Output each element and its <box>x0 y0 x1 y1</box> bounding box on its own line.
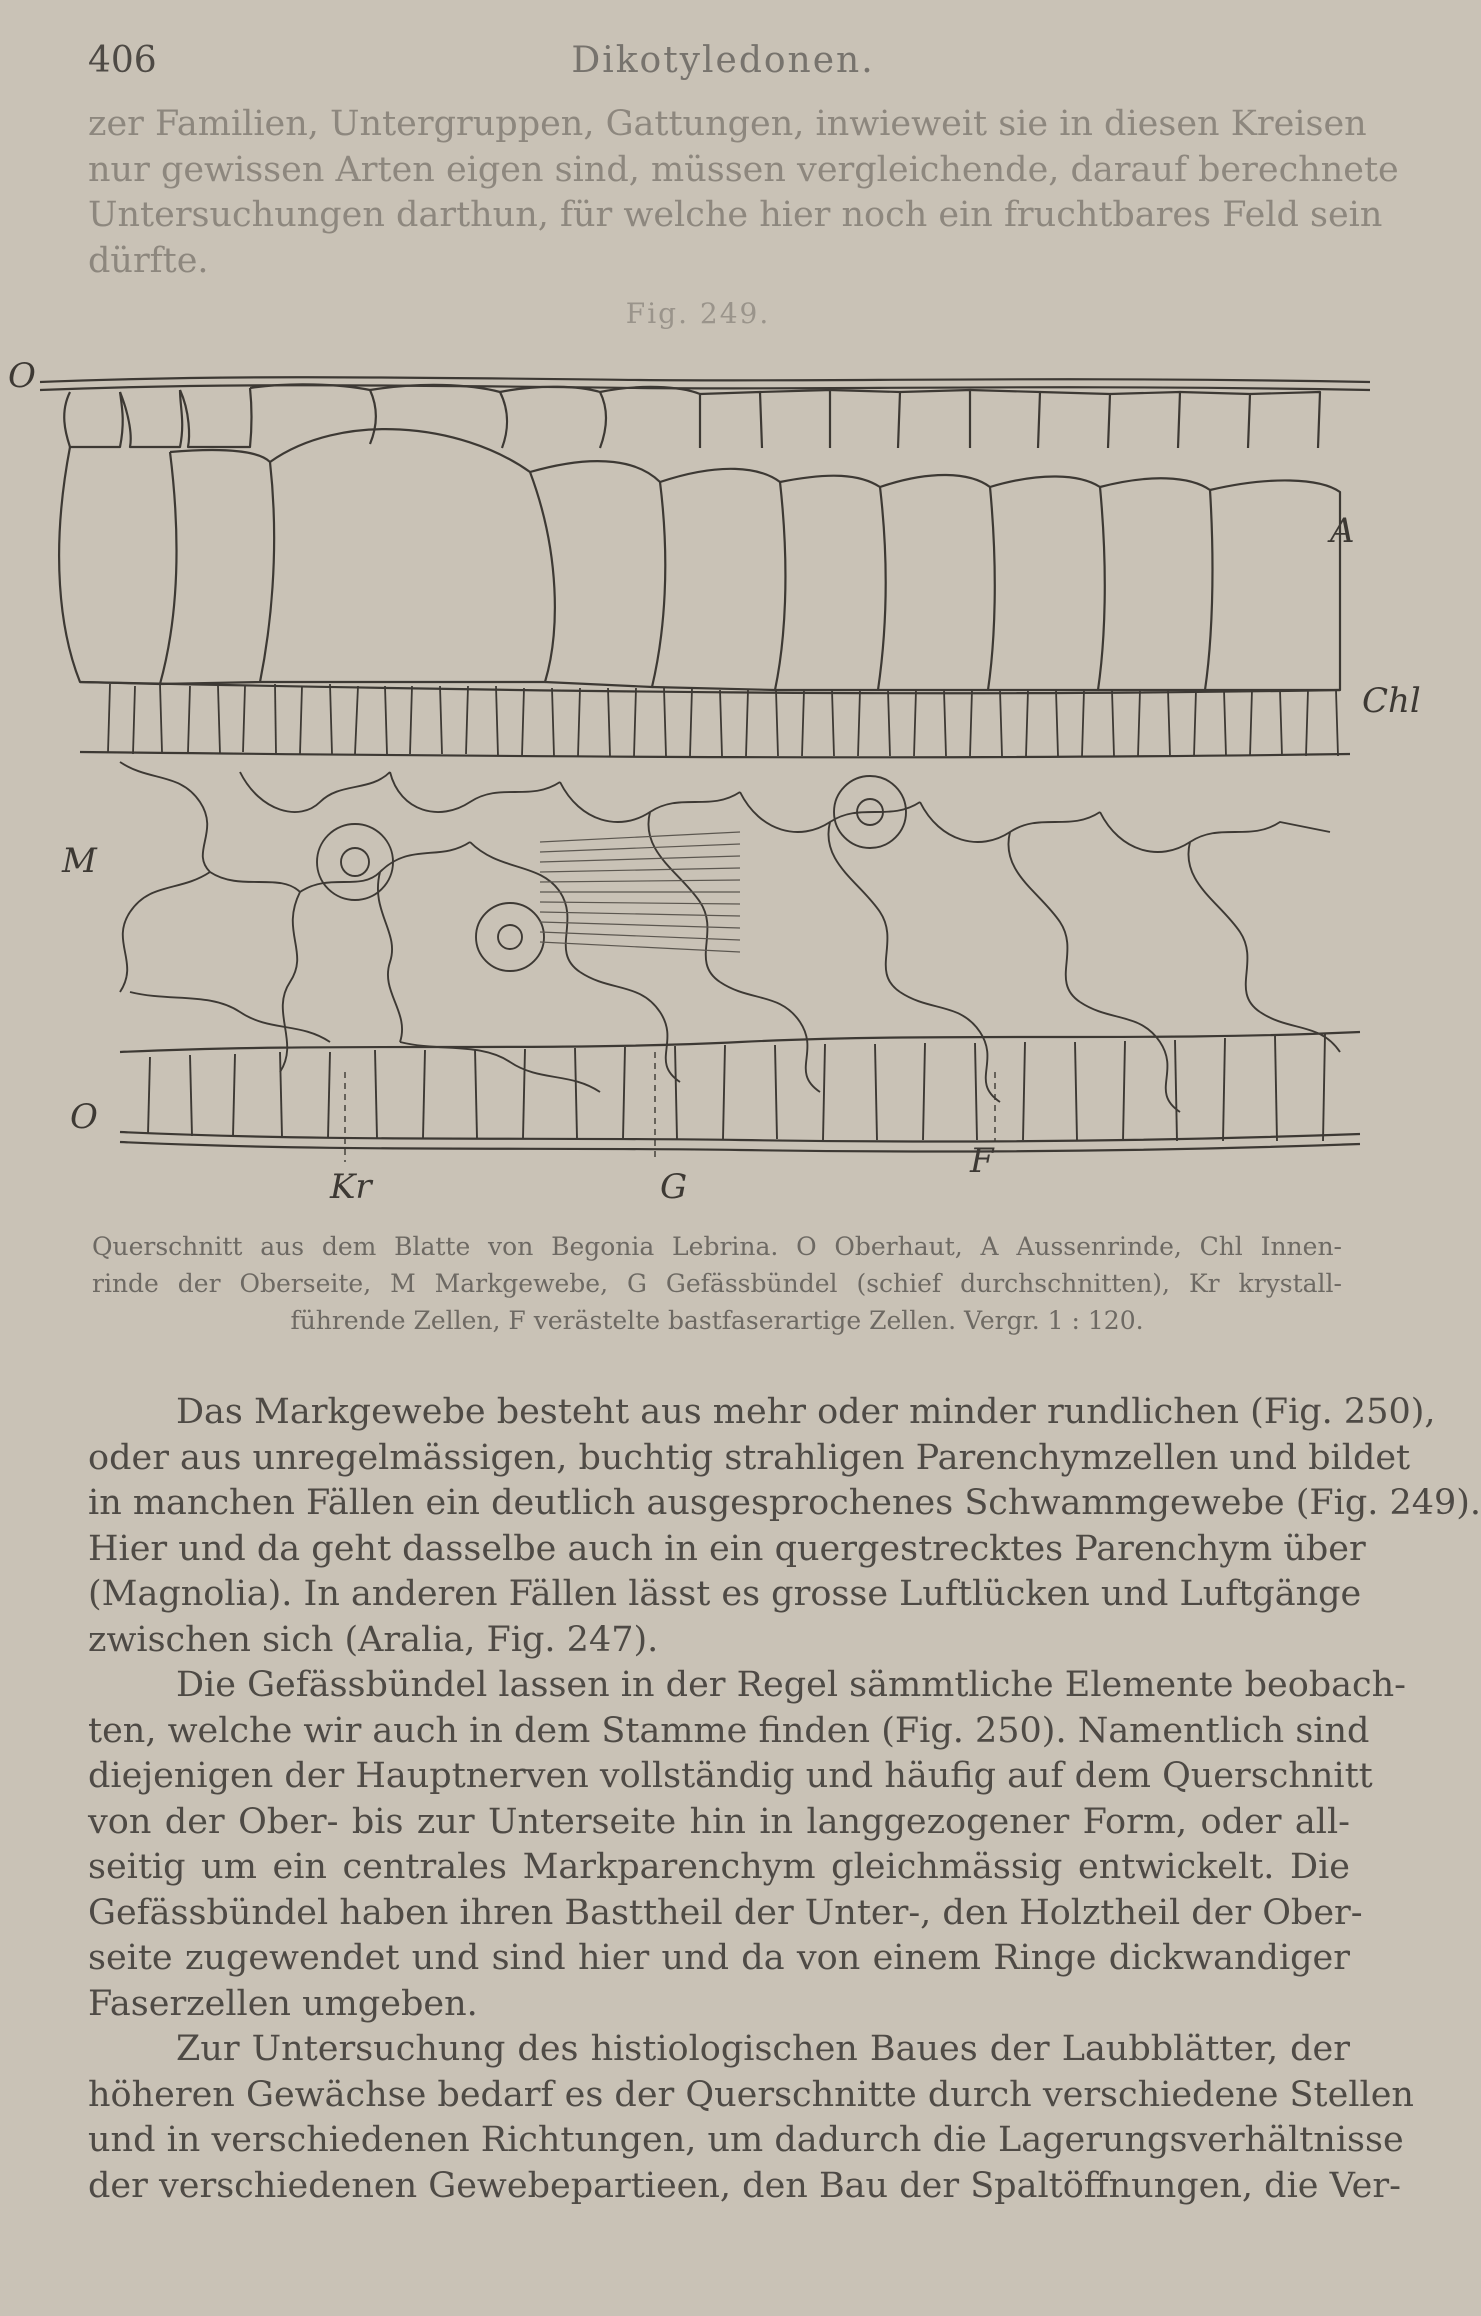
label-M: M <box>62 841 97 881</box>
text-line: oder aus unregelmässigen, buchtig strahligen Parenchymzellen und bildet <box>88 1437 1411 1478</box>
text-line: in manchen Fällen ein deutlich ausgesprochenes Schwammgewebe (Fig. 249). <box>88 1483 1481 1523</box>
page-number: 406 <box>88 40 157 81</box>
text-line: der verschiedenen Gewebepartieen, den Bau der Spaltöffnungen, die Ver- <box>88 2165 1401 2206</box>
text-line: Faserzellen umgeben. <box>88 1983 478 2024</box>
label-O-top: O <box>8 356 36 396</box>
text-line: Gefässbündel haben ihren Basttheil der Unter-, den Holztheil der Ober- <box>88 1892 1363 1933</box>
text-line: höheren Gewächse bedarf es der Querschnitte durch verschiedene Stellen <box>88 2074 1414 2115</box>
label-Kr: Kr <box>330 1167 372 1207</box>
figure-label: Fig. 249. <box>625 297 771 330</box>
text-line: (Magnolia). In anderen Fällen lässt es grosse Luftlücken und Luftgänge <box>88 1574 1362 1614</box>
label-G: G <box>660 1167 688 1207</box>
text-line: ten, welche wir auch in dem Stamme finden (Fig. 250). Namentlich sind <box>88 1710 1370 1751</box>
text-line: dürfte. <box>88 240 209 281</box>
caption-line: führende Zellen, F verästelte bastfaserartige Zellen. Vergr. 1 : 120. <box>290 1306 1144 1335</box>
running-title: Dikotyledonen. <box>571 40 875 81</box>
caption-line: rinde der Oberseite, M Markgewebe, G Gefässbündel (schief durchschnitten), Kr krystall- <box>92 1269 1342 1298</box>
figure-caption <box>92 1228 1342 1339</box>
text-line: zer Familien, Untergruppen, Gattungen, inwieweit sie in diesen Kreisen <box>88 104 1367 144</box>
text-line: Zur Untersuchung des histiologischen Baues der Laubblätter, der <box>176 2029 1350 2069</box>
text-line: Das Markgewebe besteht aus mehr oder minder rundlichen (Fig. 250), <box>176 1392 1436 1432</box>
text-line: seite zugewendet und sind hier und da von einem Ringe dickwandiger <box>88 1938 1350 1978</box>
text-line: und in verschiedenen Richtungen, um dadurch die Lagerungsverhältnisse <box>88 2120 1404 2160</box>
label-O-bottom: O <box>70 1097 98 1137</box>
text-line: Untersuchungen darthun, für welche hier noch ein fruchtbares Feld sein <box>88 195 1383 235</box>
text-line: zwischen sich (Aralia, Fig. 247). <box>88 1619 659 1660</box>
text-line: Die Gefässbündel lassen in der Regel sämmtliche Elemente beobach- <box>176 1665 1407 1705</box>
intro-paragraph <box>88 102 1399 284</box>
leaf-cross-section-figure <box>8 352 1421 1232</box>
body-text <box>88 1390 1481 2209</box>
label-A: A <box>1330 511 1355 551</box>
caption-line: Querschnitt aus dem Blatte von Begonia Lebrina. O Oberhaut, A Aussenrinde, Chl Innen- <box>92 1232 1342 1261</box>
text-line: von der Ober- bis zur Unterseite hin in langgezogener Form, oder all- <box>88 1801 1350 1842</box>
label-Chl: Chl <box>1362 681 1421 721</box>
text-line: diejenigen der Hauptnerven vollständig und häufig auf dem Querschnitt <box>88 1756 1373 1796</box>
text-line: seitig um ein centrales Markparenchym gleichmässig entwickelt. Die <box>88 1847 1350 1887</box>
text-line: nur gewissen Arten eigen sind, müssen vergleichende, darauf berechnete <box>88 149 1399 190</box>
text-line: Hier und da geht dasselbe auch in ein quergestrecktes Parenchym über <box>88 1528 1366 1569</box>
label-F: F <box>970 1141 994 1181</box>
page-header <box>88 40 1358 90</box>
